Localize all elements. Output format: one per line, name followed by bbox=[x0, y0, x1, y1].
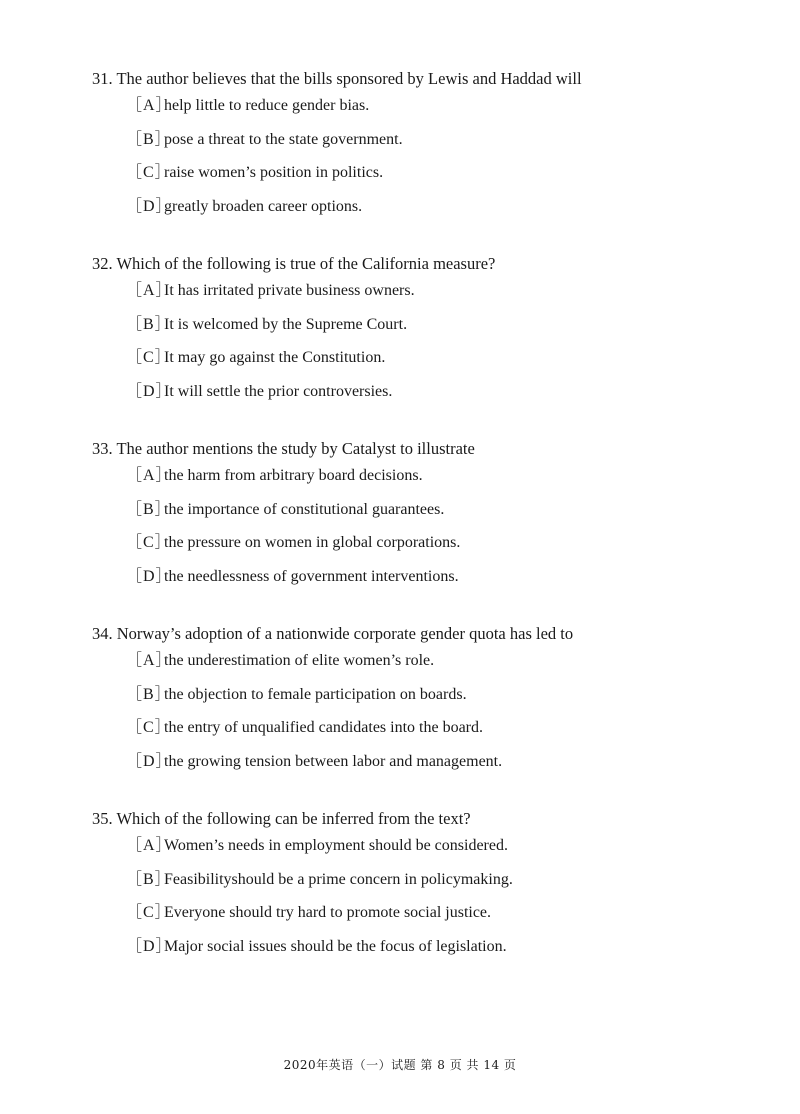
option-label: ［B］ bbox=[126, 685, 172, 703]
option-text: It may go against the Constitution. bbox=[164, 349, 386, 366]
option-text: Everyone should try hard to promote social justice. bbox=[164, 904, 492, 921]
option-label: ［C］ bbox=[126, 904, 172, 921]
question-stem: 32. Which of the following is true of the California measure? bbox=[92, 254, 496, 273]
option-b bbox=[126, 500, 772, 520]
option-d bbox=[126, 752, 772, 772]
option-label: ［D］ bbox=[126, 937, 173, 955]
option-text: the importance of constitutional guarantees. bbox=[164, 500, 445, 518]
option-label: ［B］ bbox=[126, 315, 172, 333]
option-text: pose a threat to the state government. bbox=[164, 130, 403, 148]
option-d bbox=[126, 382, 772, 402]
option-text: the pressure on women in global corporations. bbox=[164, 534, 461, 551]
option-text: greatly broaden career options. bbox=[164, 197, 363, 215]
question-stem: 35. Which of the following can be inferred from the text? bbox=[92, 809, 471, 828]
option-c bbox=[126, 163, 772, 183]
question-33 bbox=[92, 439, 772, 587]
option-a bbox=[126, 466, 772, 486]
question-32 bbox=[92, 254, 772, 402]
option-label: ［B］ bbox=[126, 870, 172, 888]
option-a bbox=[126, 651, 772, 671]
option-text: the harm from arbitrary board decisions. bbox=[164, 467, 423, 484]
option-label: ［C］ bbox=[126, 719, 172, 736]
option-b bbox=[126, 315, 772, 335]
option-a bbox=[126, 96, 772, 116]
option-label: ［D］ bbox=[126, 382, 173, 400]
question-35 bbox=[92, 809, 772, 957]
option-c bbox=[126, 348, 772, 368]
option-label: ［C］ bbox=[126, 164, 172, 181]
option-text: the objection to female participation on boards. bbox=[164, 685, 467, 703]
option-label: ［A］ bbox=[126, 97, 173, 114]
question-stem: 34. Norway’s adoption of a nationwide corporate gender quota has led to bbox=[92, 624, 574, 643]
option-b bbox=[126, 130, 772, 150]
option-text: raise women’s position in politics. bbox=[164, 164, 384, 181]
option-label: ［A］ bbox=[126, 652, 173, 669]
option-d bbox=[126, 197, 772, 217]
question-stem: 31. The author believes that the bills sponsored by Lewis and Haddad will bbox=[92, 69, 582, 88]
option-label: ［D］ bbox=[126, 567, 173, 585]
option-text: It is welcomed by the Supreme Court. bbox=[164, 315, 408, 333]
option-text: help little to reduce gender bias. bbox=[164, 97, 370, 114]
option-label: ［B］ bbox=[126, 500, 172, 518]
page-footer: 2020年英语（一）试题 第 8 页 共 14 页 bbox=[283, 1058, 517, 1072]
option-text: the needlessness of government interventions. bbox=[164, 567, 459, 585]
option-text: Feasibilityshould be a prime concern in policymaking. bbox=[164, 870, 513, 888]
option-label: ［A］ bbox=[126, 282, 173, 299]
option-label: ［C］ bbox=[126, 349, 172, 366]
option-text: It has irritated private business owners. bbox=[164, 282, 415, 299]
option-text: the entry of unqualified candidates into the board. bbox=[164, 719, 484, 736]
option-text: It will settle the prior controversies. bbox=[164, 382, 393, 400]
option-a bbox=[126, 281, 772, 301]
option-text: Women’s needs in employment should be considered. bbox=[164, 837, 508, 854]
question-stem: 33. The author mentions the study by Catalyst to illustrate bbox=[92, 439, 475, 458]
option-d bbox=[126, 937, 772, 957]
option-c bbox=[126, 533, 772, 553]
option-b bbox=[126, 870, 772, 890]
option-c bbox=[126, 718, 772, 738]
question-31 bbox=[92, 69, 772, 217]
option-text: the growing tension between labor and management. bbox=[164, 752, 503, 770]
question-34 bbox=[92, 624, 772, 772]
option-label: ［D］ bbox=[126, 752, 173, 770]
option-text: Major social issues should be the focus of legislation. bbox=[164, 937, 507, 955]
option-c bbox=[126, 903, 772, 923]
option-text: the underestimation of elite women’s role. bbox=[164, 652, 435, 669]
option-label: ［A］ bbox=[126, 837, 173, 854]
option-d bbox=[126, 567, 772, 587]
option-a bbox=[126, 836, 772, 856]
option-label: ［D］ bbox=[126, 197, 173, 215]
option-label: ［C］ bbox=[126, 534, 172, 551]
option-label: ［B］ bbox=[126, 130, 172, 148]
option-label: ［A］ bbox=[126, 467, 173, 484]
option-b bbox=[126, 685, 772, 705]
